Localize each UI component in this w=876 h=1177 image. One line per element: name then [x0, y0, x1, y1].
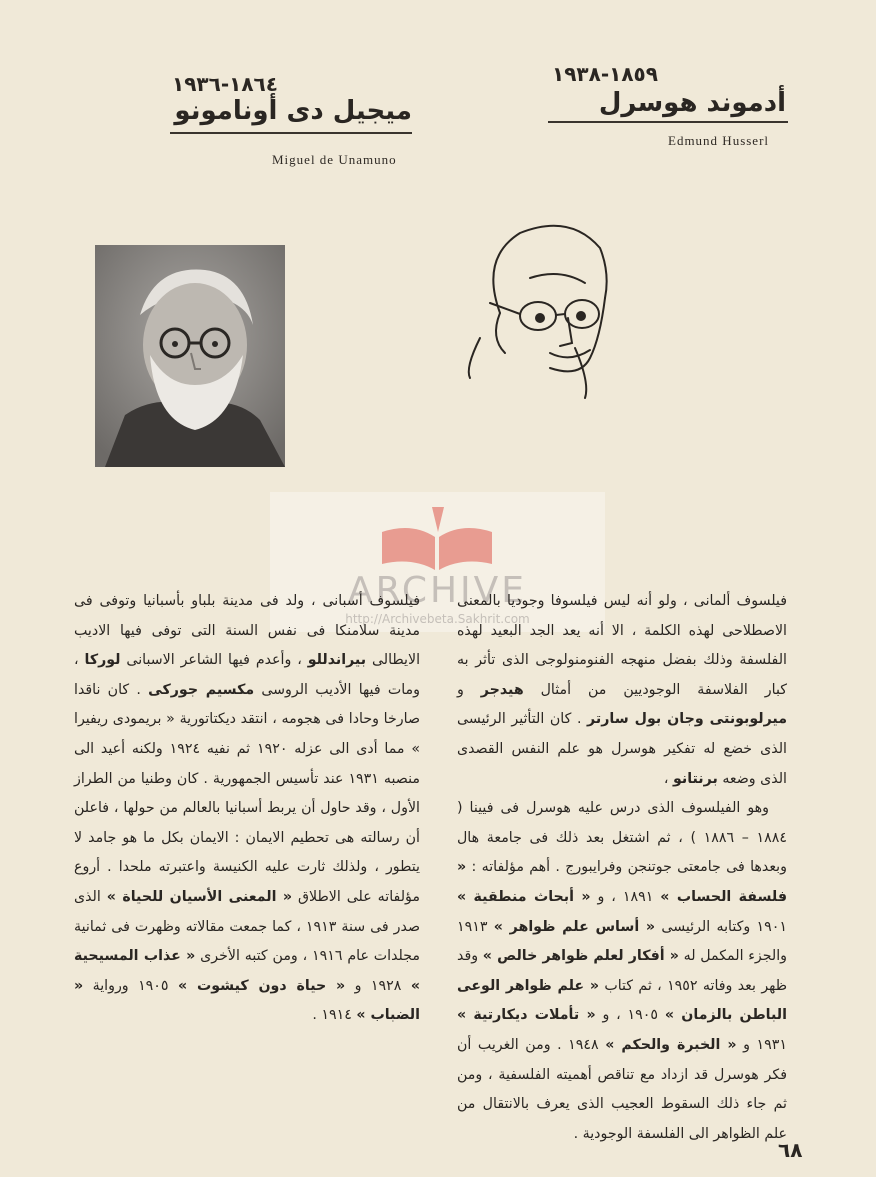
open-book-logo-icon [372, 502, 502, 572]
husserl-paragraph-2: وهو الفيلسوف الذى درس عليه هوسرل فى فيينا ( ١٨٨٤ – ١٨٨٦ ) ، ثم اشتغل بعد ذلك فى جامعة هال وبعدها فى جامعتى جوتنجن وفرايبورج . أهم مؤلفاته : « فلسفة الحساب » ١٨٩١ ، و « أبحاث منطقية » ١٩٠١ وكتابه الرئيسى « أساس علم ظواهر » ١٩١٣ والجزء المكمل له « أفكار لعلم ظواهر خالص » وقد ظهر بعد وفاته ١٩٥٢ ، ثم كتاب « علم ظواهر الوعى الباطن بالزمان » ١٩٠٥ ، و « تأملات ديكارتية » ١٩٣١ و « الخبرة والحكم » ١٩٤٨ . ومن الغريب أن فكر هوسرل قد ازداد مع تناقص أهميته الفلسفية ، ومن ثم جاء ذلك السقوط العجيب الذى يعرف بالانتقال من علم الظواهر الى الفلسفة الوجودية . [457, 800, 788, 1142]
husserl-title-rule [548, 121, 788, 123]
unamuno-portrait-photo [95, 245, 285, 467]
unamuno-name-arabic: ميجيل دى أونامونو [174, 96, 412, 126]
page-number: ٦٨ [778, 1138, 803, 1162]
unamuno-title-rule [170, 132, 412, 134]
husserl-name-arabic: أدموند هوسرل [598, 88, 786, 118]
watermark-brand: ARCHIVE [347, 570, 528, 611]
unamuno-name-latin: Miguel de Unamuno [272, 152, 397, 167]
husserl-caricature-sketch [460, 218, 620, 403]
husserl-biography-text [457, 587, 787, 1149]
unamuno-dates: ١٨٦٤-١٩٣٦ [172, 72, 278, 96]
portrait-illustration [95, 245, 285, 467]
husserl-name-latin: Edmund Husserl [668, 133, 770, 148]
watermark-url: http://Archivebeta.Sakhrit.com [345, 612, 530, 626]
husserl-paragraph-1: فيلسوف ألمانى ، ولو أنه ليس فيلسوفا وجوديا بالمعنى الاصطلاحى لهذه الكلمة ، الا أنه يعد الجد البعيد لهذه الفلسفة وذلك بفضل منهجه الفنومنولوجى الذى تأثر به كبار الفلاسفة الوجوديين من أمثال هيدجر و ميرلوبونتى وجان بول سارتر . كان التأثير الرئيسى الذى خضع له تفكير هوسرل هو علم النفس القصدى الذى وضعه برنتانو ، [457, 593, 787, 787]
unamuno-biography-text [74, 587, 420, 1031]
unamuno-paragraph: فيلسوف أسبانى ، ولد فى مدينة بلباو بأسبانيا وتوفى فى مدينة سلامنكا فى نفس السنة التى توفى فيها الاديب الايطالى بيراندللو ، وأعدم فيها الشاعر الاسبانى لوركا ، ومات فيها الأديب الروسى مكسيم جوركى . كان ناقدا صارخا وحادا فى هجومه ، انتقد ديكتاتورية « بريمودى ريفيرا » مما أدى الى عزله ١٩٢٠ ثم نفيه ١٩٢٤ ولكنه أعيد الى منصبه ١٩٣١ عند تأسيس الجمهورية . كان وطنيا من الطراز الأول ، وقد حاول أن يربط أسبانيا بالعالم من حولها ، فاعلن أن رسالته هى تحطيم الايمان : الايمان بكل ما هو جامد لا يتطور ، ولذلك ثارت عليه الكنيسة واعتبرته ملحدا . أروع مؤلفاته على الاطلاق « المعنى الأسيان للحياة » الذى صدر فى سنة ١٩١٣ ، كما جمعت مقالاته وظهرت فى ثمانية مجلدات عام ١٩١٦ ، ومن كتبه الأخرى « عذاب المسيحية » ١٩٢٨ و « حياة دون كيشوت » ١٩٠٥ ورواية « الضباب » ١٩١٤ . [74, 593, 421, 1024]
husserl-dates: ١٨٥٩-١٩٣٨ [552, 62, 658, 86]
